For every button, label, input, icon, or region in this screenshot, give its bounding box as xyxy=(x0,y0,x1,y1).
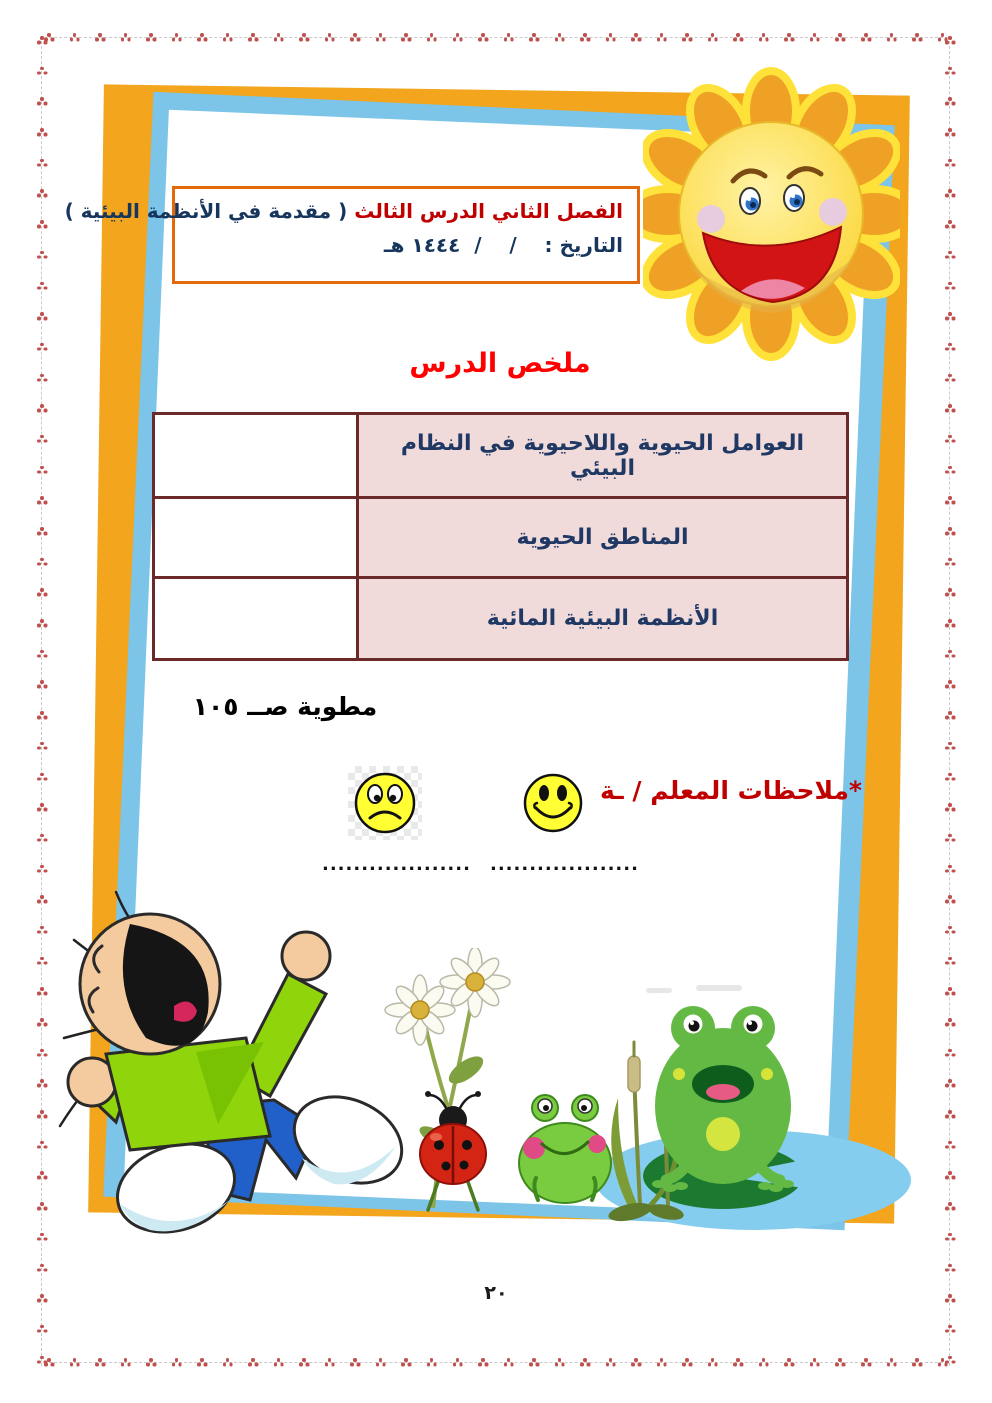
table-row xyxy=(154,414,848,498)
table-row xyxy=(154,498,848,578)
summary-topic-cell: الأنظمة البيئية المائية xyxy=(358,578,848,660)
summary-answer-cell xyxy=(154,414,358,498)
summary-topic-cell: المناطق الحيوية xyxy=(358,498,848,578)
table-row xyxy=(154,578,848,660)
kid-icon xyxy=(58,888,430,1280)
lesson-header-box xyxy=(64,186,640,284)
lesson-title: الفصل الثاني الدرس الثالث xyxy=(354,199,623,223)
summary-answer-cell xyxy=(154,498,358,578)
page-number: ٢٠ xyxy=(484,1282,508,1304)
notes-dotted-line: ................... xyxy=(490,854,639,875)
small-frog-icon xyxy=(519,1095,611,1203)
lesson-date: التاريخ : / / ١٤٤٤ هـ xyxy=(383,233,623,257)
lesson-subtitle: ( مقدمة في الأنظمة البيئية ) xyxy=(64,199,348,223)
notes-dotted-line: ................... xyxy=(322,854,471,875)
summary-title: ملخص الدرس xyxy=(409,348,591,379)
summary-table xyxy=(152,412,849,661)
summary-topic-cell: العوامل الحيوية واللاحيوية في النظام البيئي xyxy=(358,414,848,498)
happy-smiley-icon xyxy=(522,772,584,834)
foldable-note: مطوية صــ ١٠٥ xyxy=(192,692,378,721)
teacher-notes-label: *ملاحظات المعلم / ـة xyxy=(600,776,862,805)
sad-smiley-icon xyxy=(352,770,418,836)
summary-answer-cell xyxy=(154,578,358,660)
lesson-title-line xyxy=(64,199,623,223)
nature-scene xyxy=(378,948,923,1243)
sun-icon xyxy=(643,58,900,365)
smudge xyxy=(646,985,742,993)
